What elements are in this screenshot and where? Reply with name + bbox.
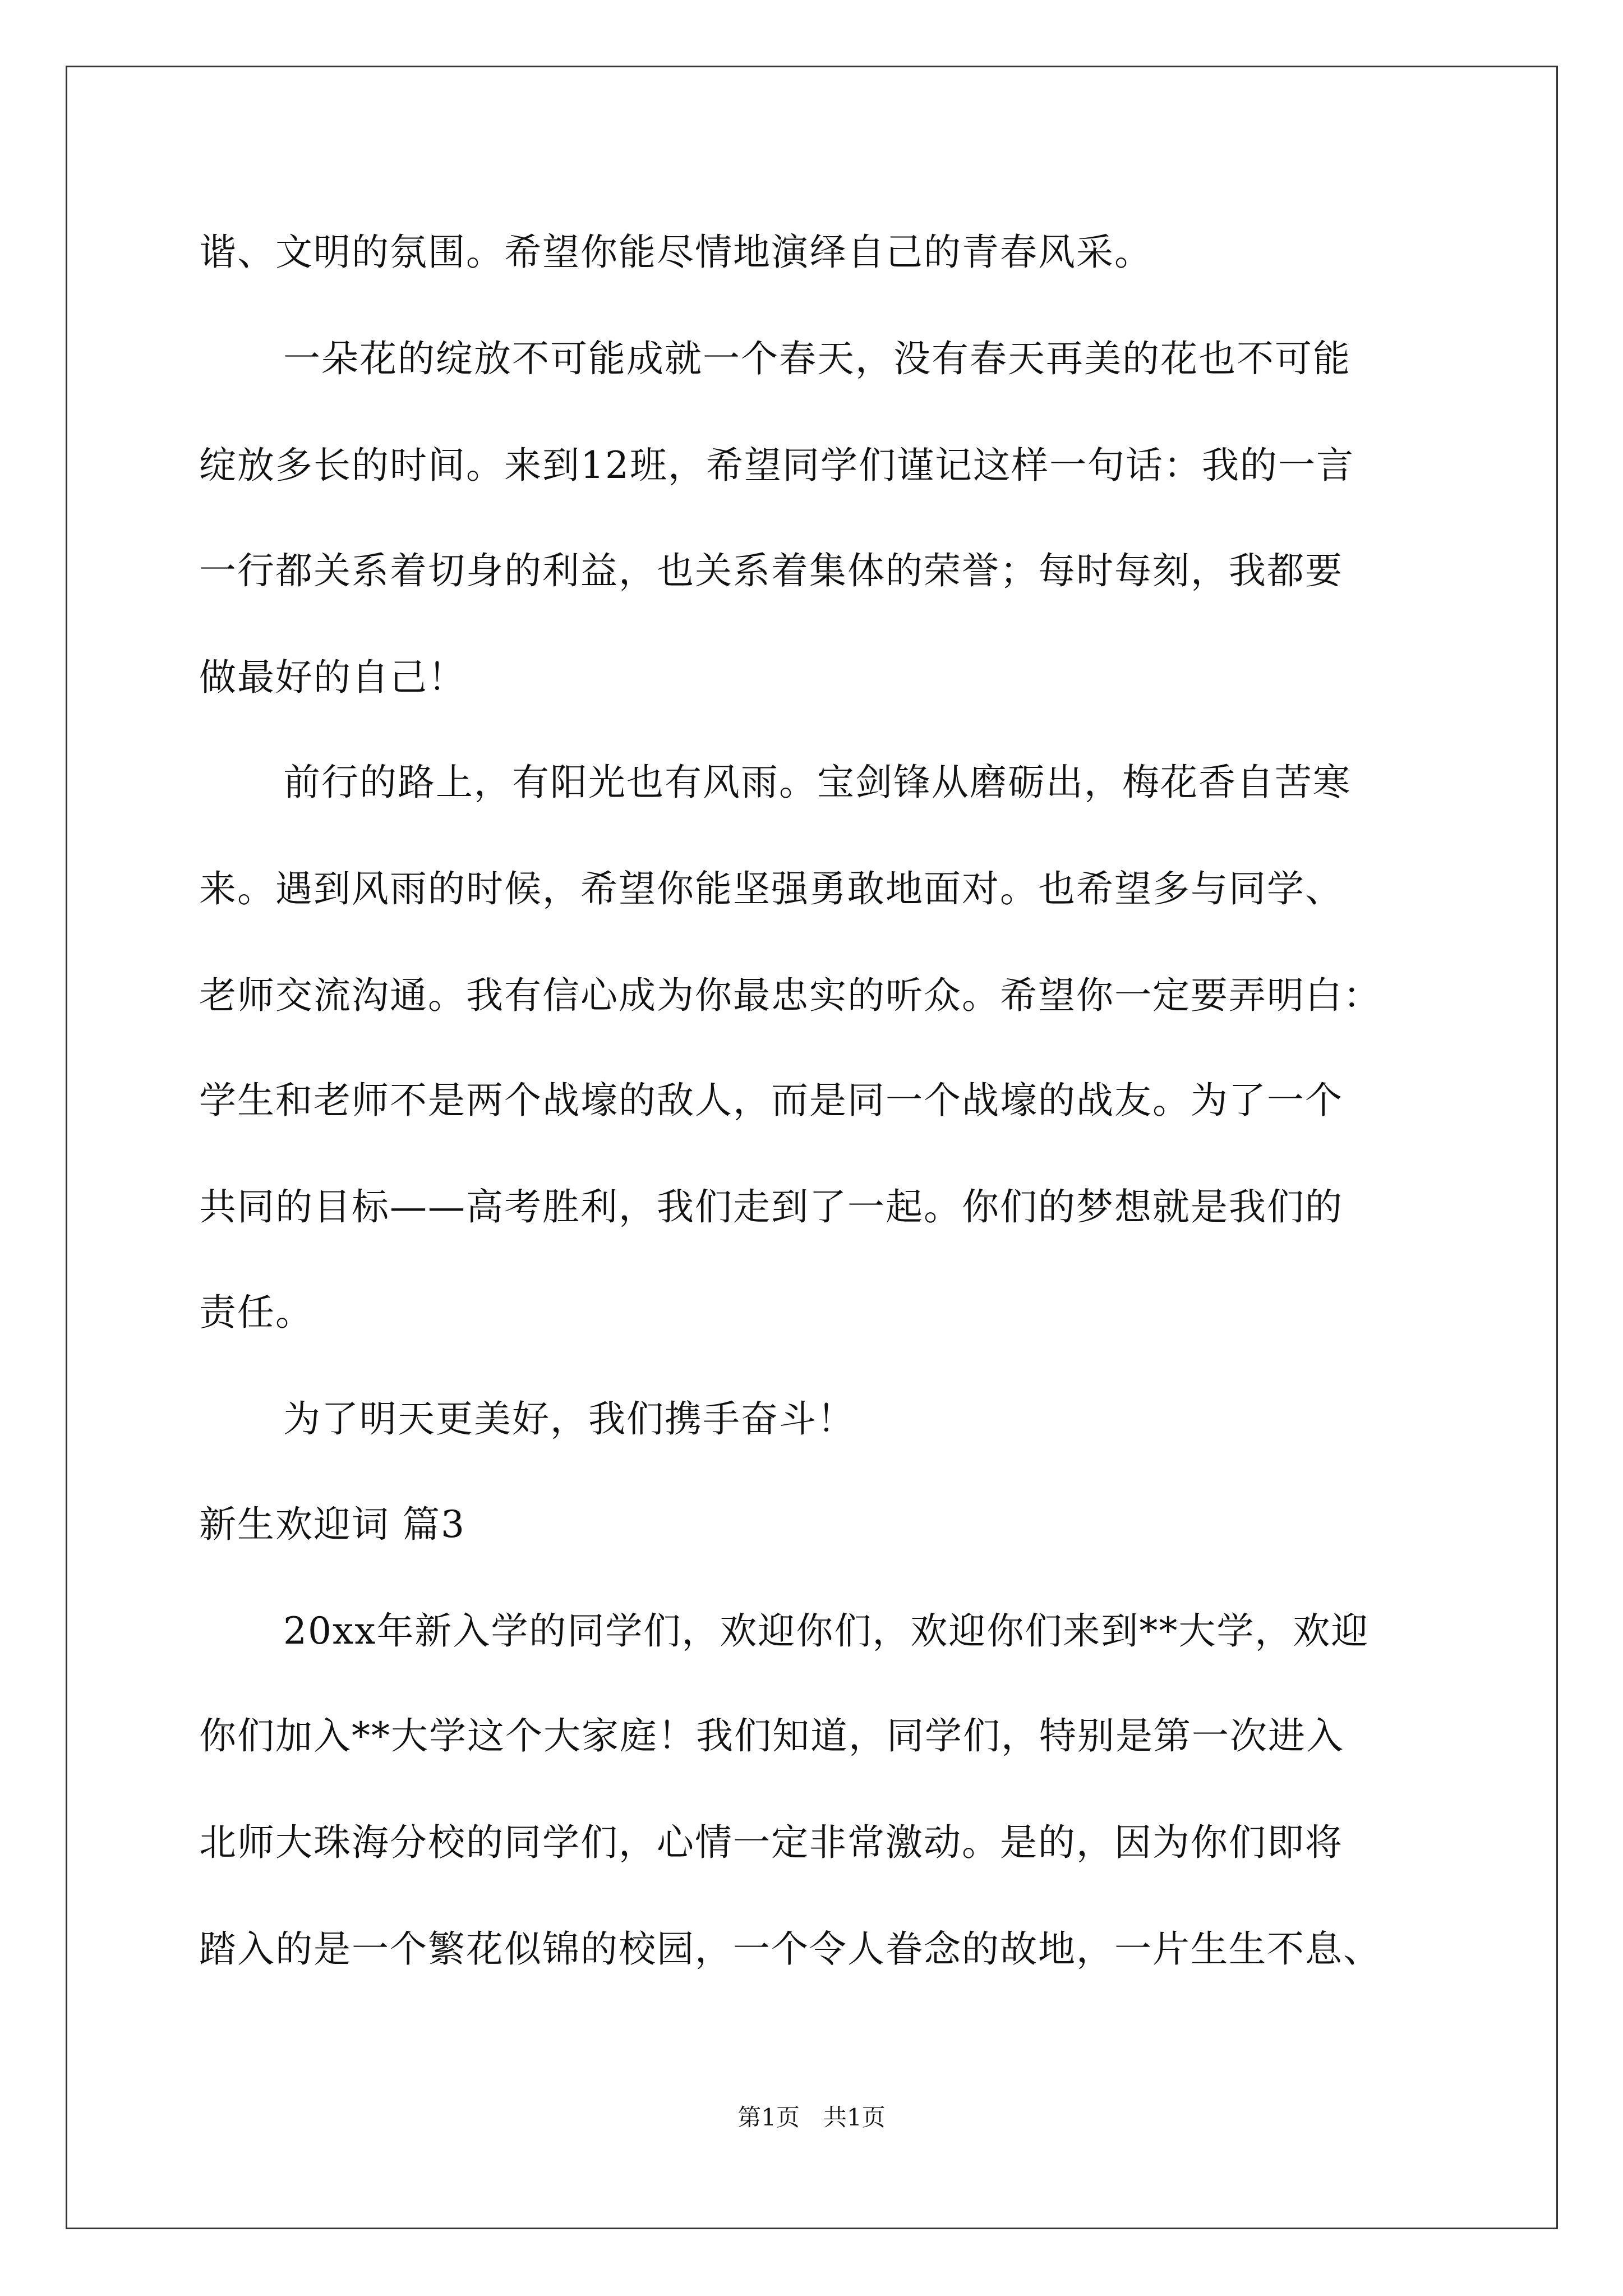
text-line: 你们加入**大学这个大家庭！我们知道，同学们，特别是第一次进入 — [199, 1714, 1344, 1757]
page-number-footer: 第1页 共1页 — [737, 2104, 886, 2131]
text-line: 老师交流沟通。我有信心成为你最忠实的听众。希望你一定要弄明白： — [199, 974, 1381, 1017]
text-line: 责任。 — [199, 1291, 313, 1334]
text-line: 做最好的自己！ — [199, 656, 466, 699]
section-heading: 新生欢迎词 篇3 — [199, 1503, 465, 1546]
text-line: 绽放多长的时间。来到12班，希望同学们谨记这样一句话：我的一言 — [199, 444, 1354, 487]
text-line: 共同的目标——高考胜利，我们走到了一起。你们的梦想就是我们的 — [199, 1185, 1343, 1228]
text-line: 北师大珠海分校的同学们，心情一定非常激动。是的，因为你们即将 — [199, 1821, 1343, 1864]
paragraph-start: 一朵花的绽放不可能成就一个春天，没有春天再美的花也不可能 — [283, 337, 1351, 380]
paragraph-start: 为了明天更美好，我们携手奋斗！ — [283, 1397, 855, 1441]
text-line: 一行都关系着切身的利益，也关系着集体的荣誉；每时每刻，我都要 — [199, 549, 1343, 592]
text-line: 学生和老师不是两个战壕的敌人，而是同一个战壕的战友。为了一个 — [199, 1079, 1343, 1122]
paragraph-start: 20xx年新入学的同学们，欢迎你们，欢迎你们来到**大学，欢迎 — [283, 1609, 1370, 1653]
page-border — [66, 66, 1558, 2229]
text-line: 踏入的是一个繁花似锦的校园，一个令人眷念的故地，一片生生不息、 — [199, 1927, 1381, 1971]
paragraph-start: 前行的路上，有阳光也有风雨。宝剑锋从磨砺出，梅花香自苦寒 — [283, 761, 1351, 804]
text-line: 来。遇到风雨的时候，希望你能坚强勇敢地面对。也希望多与同学、 — [199, 867, 1343, 910]
text-line: 谐、文明的氛围。希望你能尽情地演绎自己的青春风采。 — [199, 231, 1152, 274]
